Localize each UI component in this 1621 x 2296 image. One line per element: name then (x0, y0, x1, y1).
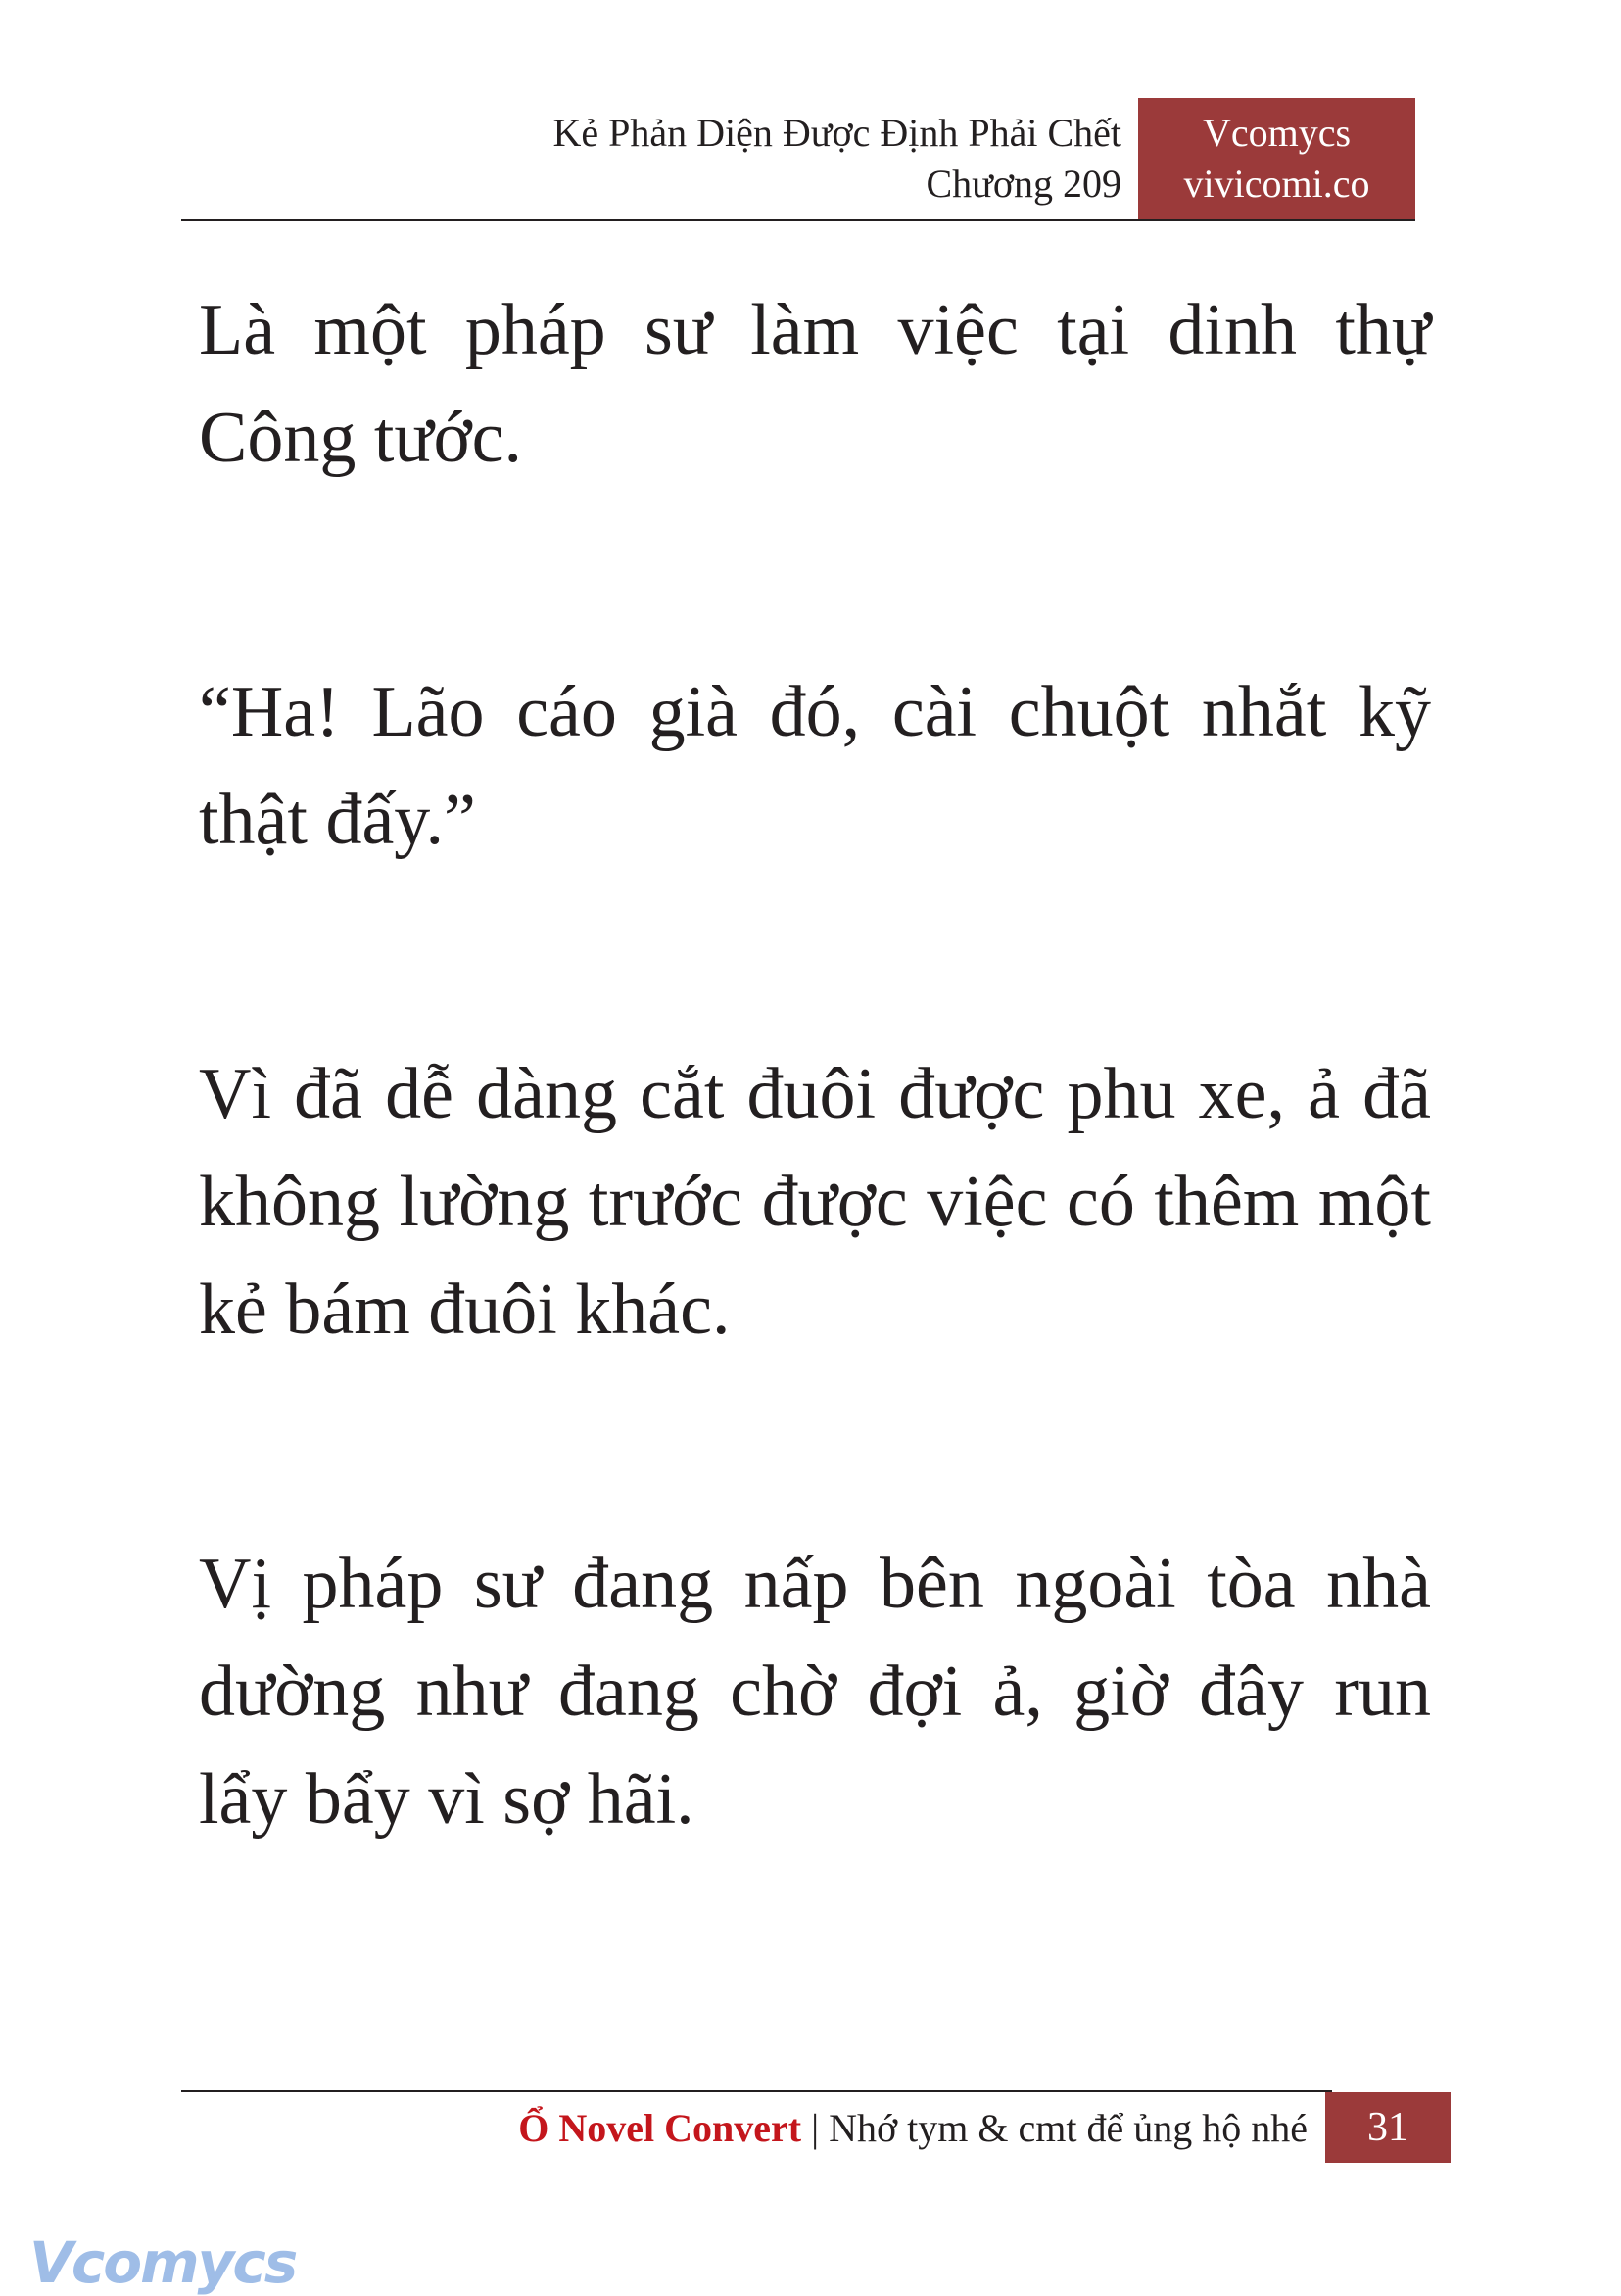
page-number: 31 (1325, 2092, 1451, 2163)
paragraph-3: Vì đã dễ dàng cắt đuôi được phu xe, ả đã không lường trước được việc có thêm một kẻ bám đuôi khác. (199, 1054, 1431, 1350)
footer-separator: | (811, 2106, 820, 2150)
book-title: Kẻ Phản Diện Được Định Phải Chết (552, 111, 1121, 155)
page-header (181, 98, 1415, 219)
footer-message: Nhớ tym & cmt để ủng hộ nhé (829, 2106, 1308, 2150)
chapter-label: Chương 209 (926, 162, 1121, 206)
header-divider (181, 219, 1415, 221)
page-footer (181, 2092, 1451, 2163)
header-titles (552, 108, 1121, 210)
badge-site-url: vivicomi.co (1183, 162, 1370, 206)
watermark-logo: Vcomycs (29, 2229, 297, 2296)
badge-site-name: Vcomycs (1202, 111, 1352, 155)
paragraph-2: “Ha! Lão cáo già đó, cài chuột nhắt kỹ thật đấy.” (199, 672, 1431, 860)
paragraph-4: Vị pháp sư đang nấp bên ngoài tòa nhà dường như đang chờ đợi ả, giờ đây run lẩy bẩy vì sợ hãi. (199, 1544, 1431, 1840)
page-content (199, 276, 1431, 1853)
footer-text (518, 2104, 1308, 2153)
paragraph-1: Là một pháp sư làm việc tại dinh thự Công tước. (199, 290, 1431, 478)
source-badge (1138, 98, 1415, 219)
footer-brand: Ổ Novel Convert (518, 2106, 802, 2150)
